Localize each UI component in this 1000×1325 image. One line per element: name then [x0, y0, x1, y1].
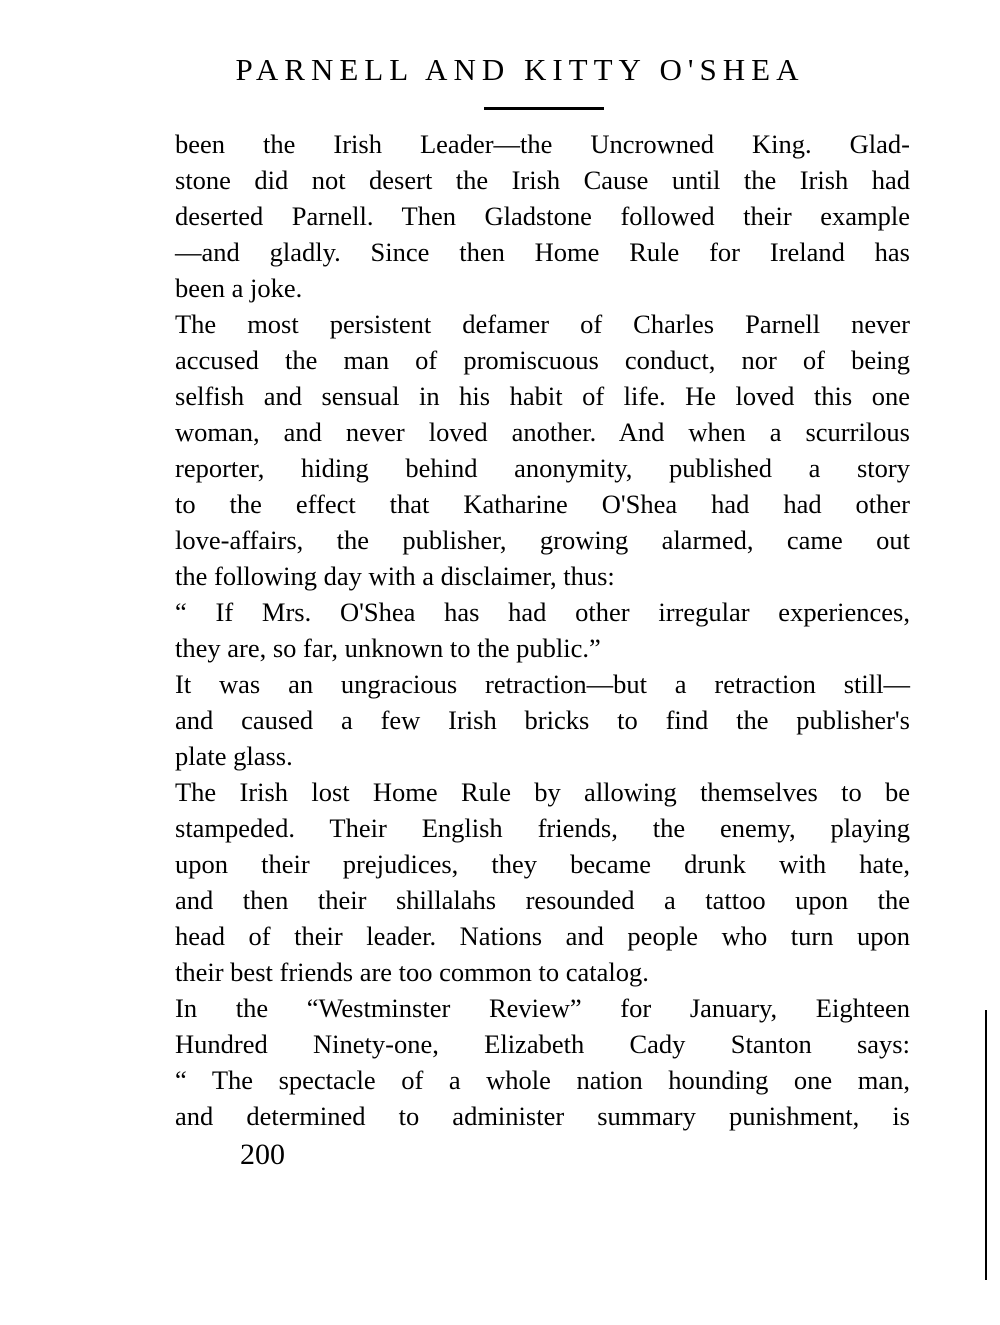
- text-line: deserted Parnell. Then Gladstone followed their example: [175, 201, 910, 231]
- text-line: stampeded. Their English friends, the enemy, playing: [175, 813, 910, 843]
- text-line: been a joke.: [175, 273, 303, 303]
- text-line: —and gladly. Since then Home Rule for Ireland has: [175, 237, 910, 267]
- text-line: woman, and never loved another. And when a scurrilous: [175, 417, 910, 447]
- text-line: The Irish lost Home Rule by allowing themselves to be: [175, 777, 910, 807]
- text-line: love-affairs, the publisher, growing alarmed, came out: [175, 525, 910, 555]
- scan-edge-line: [985, 1010, 987, 1280]
- text-line: to the effect that Katharine O'Shea had had other: [175, 489, 910, 519]
- text-line: upon their prejudices, they became drunk with hate,: [175, 849, 910, 879]
- text-line: their best friends are too common to catalog.: [175, 957, 649, 987]
- text-line: reporter, hiding behind anonymity, published a story: [175, 453, 910, 483]
- text-line: head of their leader. Nations and people who turn upon: [175, 921, 910, 951]
- text-line: In the “Westminster Review” for January, Eighteen: [175, 993, 910, 1023]
- text-line: “ If Mrs. O'Shea has had other irregular experiences,: [175, 597, 910, 627]
- text-line: stone did not desert the Irish Cause until the Irish had: [175, 165, 910, 195]
- text-line: and determined to administer summary punishment, is: [175, 1101, 910, 1131]
- body-text: [175, 126, 910, 1134]
- text-line: accused the man of promiscuous conduct, nor of being: [175, 345, 910, 375]
- text-line: selfish and sensual in his habit of life. He loved this one: [175, 381, 910, 411]
- text-line: It was an ungracious retraction—but a retraction still—: [175, 669, 910, 699]
- page-number: 200: [240, 1138, 285, 1171]
- text-line: the following day with a disclaimer, thus:: [175, 561, 615, 591]
- text-line: The most persistent defamer of Charles Parnell never: [175, 309, 910, 339]
- text-line: been the Irish Leader—the Uncrowned King. Glad-: [175, 129, 910, 159]
- text-line: and caused a few Irish bricks to find the publisher's: [175, 705, 910, 735]
- text-line: Hundred Ninety-one, Elizabeth Cady Stanton says:: [175, 1029, 910, 1059]
- text-line: they are, so far, unknown to the public.”: [175, 633, 601, 663]
- text-line: and then their shillalahs resounded a tattoo upon the: [175, 885, 910, 915]
- text-line: “ The spectacle of a whole nation hounding one man,: [175, 1065, 910, 1095]
- running-head: PARNELL AND KITTY O'SHEA: [235, 52, 805, 87]
- title-rule: [484, 107, 604, 110]
- text-line: plate glass.: [175, 741, 293, 771]
